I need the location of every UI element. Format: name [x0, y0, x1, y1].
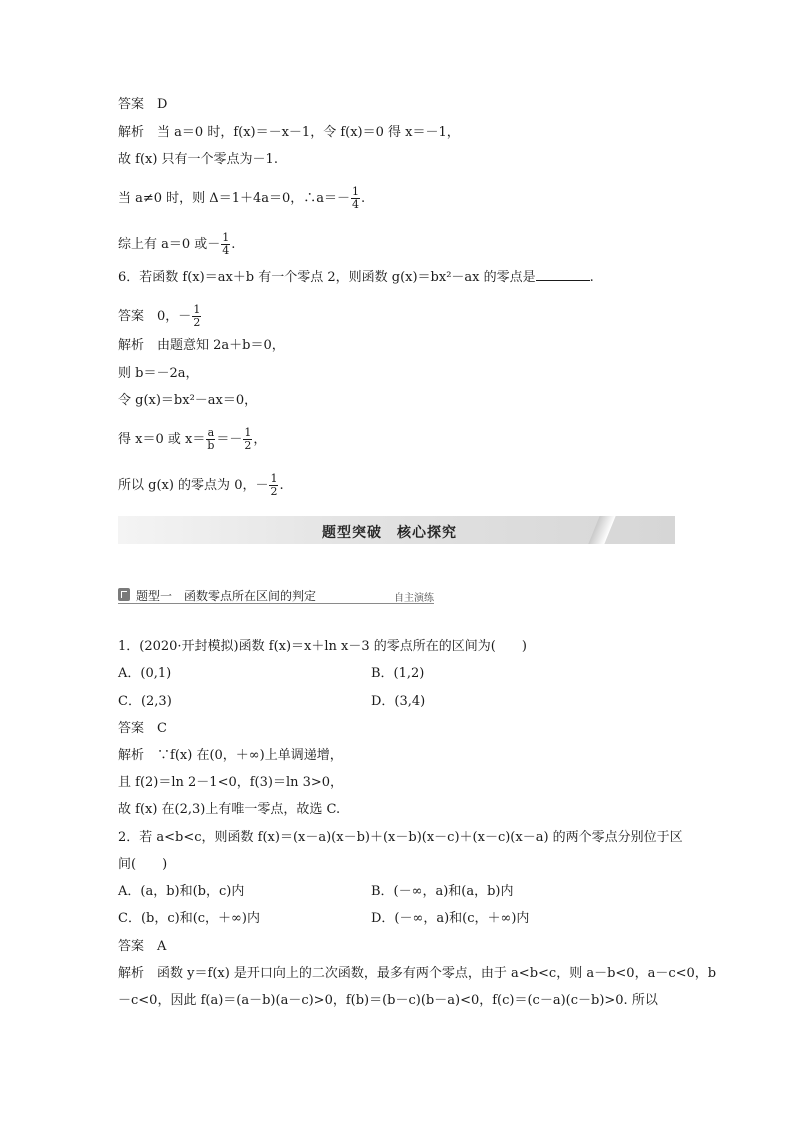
p1-option-a: A．(0,1) — [118, 666, 172, 681]
banner-title: 题型突破 核心探究 — [322, 525, 457, 541]
q6-analysis-1: 解析 由题意知 2a＋b＝0， — [118, 338, 285, 353]
q6-analysis-4: 得 x＝0 或 x＝ $\frac{a}{b}$ ＝－ $\frac{1}{2}$ ， — [118, 426, 267, 452]
fraction: $\frac{1}{4}$ — [352, 185, 360, 211]
p2-answer: 答案 A — [118, 939, 167, 954]
p2-option-b: B．(－∞，a)和(a，b)内 — [371, 884, 514, 899]
section-title: 题型一 函数零点所在区间的判定 — [136, 589, 317, 603]
bookmark-icon — [118, 588, 130, 601]
answer-blank — [536, 268, 590, 281]
p2-option-c: C．(b，c)和(c，＋∞)内 — [118, 911, 260, 926]
p1-question: 1．(2020·开封模拟)函数 f(x)＝x＋ln x－3 的零点所在的区间为( ) — [118, 639, 527, 654]
section-header — [118, 587, 434, 604]
p2-question-1: 2．若 a<b<c，则函数 f(x)＝(x－a)(x－b)＋(x－b)(x－c)＋(x－c)(x－a) 的两个零点分别位于区 — [118, 830, 683, 845]
q5-analysis-2: 故 f(x) 只有一个零点为－1. — [118, 152, 278, 167]
p2-option-a: A．(a，b)和(b，c)内 — [118, 884, 245, 899]
fraction: $\frac{1}{4}$ — [222, 231, 230, 257]
p1-analysis-3: 故 f(x) 在(2,3)上有唯一零点，故选 C. — [118, 802, 341, 817]
q5-analysis-1: 解析 当 a＝0 时，f(x)＝－x－1，令 f(x)＝0 得 x＝－1， — [118, 125, 460, 140]
p1-option-b: B．(1,2) — [371, 666, 425, 681]
p1-analysis-2: 且 f(2)＝ln 2－1<0，f(3)＝ln 3>0， — [118, 775, 344, 790]
p2-analysis-1: 解析 函数 y＝f(x) 是开口向上的二次函数，最多有两个零点，由于 a<b<c，则 a－b<0，a－c<0，b — [118, 966, 717, 981]
q6-analysis-3: 令 g(x)＝bx²－ax＝0， — [118, 393, 258, 408]
p1-answer: 答案 C — [118, 721, 167, 736]
q5-analysis-4: 综上有 a＝0 或－ $\frac{1}{4}$ . — [118, 231, 236, 257]
fraction: $\frac{1}{2}$ — [270, 472, 278, 498]
q5-analysis-3: 当 a≠0 时，则 Δ＝1＋4a＝0，∴a＝－ $\frac{1}{4}$ . — [118, 185, 366, 211]
q5-answer: 答案 D — [118, 97, 168, 112]
fraction: $\frac{1}{2}$ — [193, 303, 201, 329]
p1-analysis-1: 解析 ∵f(x) 在(0，＋∞)上单调递增， — [118, 748, 343, 763]
p2-question-2: 间( ) — [118, 857, 168, 872]
banner-slash-decoration — [588, 516, 615, 544]
p2-analysis-2: －c<0，因此 f(a)＝(a－b)(a－c)>0，f(b)＝(b－c)(b－a)<0，f(c)＝(c－a)(c－b)>0. 所以 — [118, 993, 658, 1008]
fraction: $\frac{a}{b}$ — [207, 426, 215, 452]
q6-analysis-5: 所以 g(x) 的零点为 0，－ $\frac{1}{2}$ . — [118, 472, 284, 498]
section-banner — [118, 516, 675, 544]
q6-analysis-2: 则 b＝－2a， — [118, 366, 199, 381]
p1-option-c: C．(2,3) — [118, 694, 172, 709]
p2-option-d: D．(－∞，a)和(c，＋∞)内 — [371, 911, 530, 926]
section-tag: 自主演练 — [394, 593, 434, 604]
q6-question: 6．若函数 f(x)＝ax＋b 有一个零点 2，则函数 g(x)＝bx²－ax 的零点是 . — [118, 270, 594, 285]
fraction: $\frac{1}{2}$ — [244, 426, 252, 452]
p1-option-d: D．(3,4) — [371, 694, 426, 709]
q6-answer: 答案 0，－ $\frac{1}{2}$ — [118, 303, 201, 329]
